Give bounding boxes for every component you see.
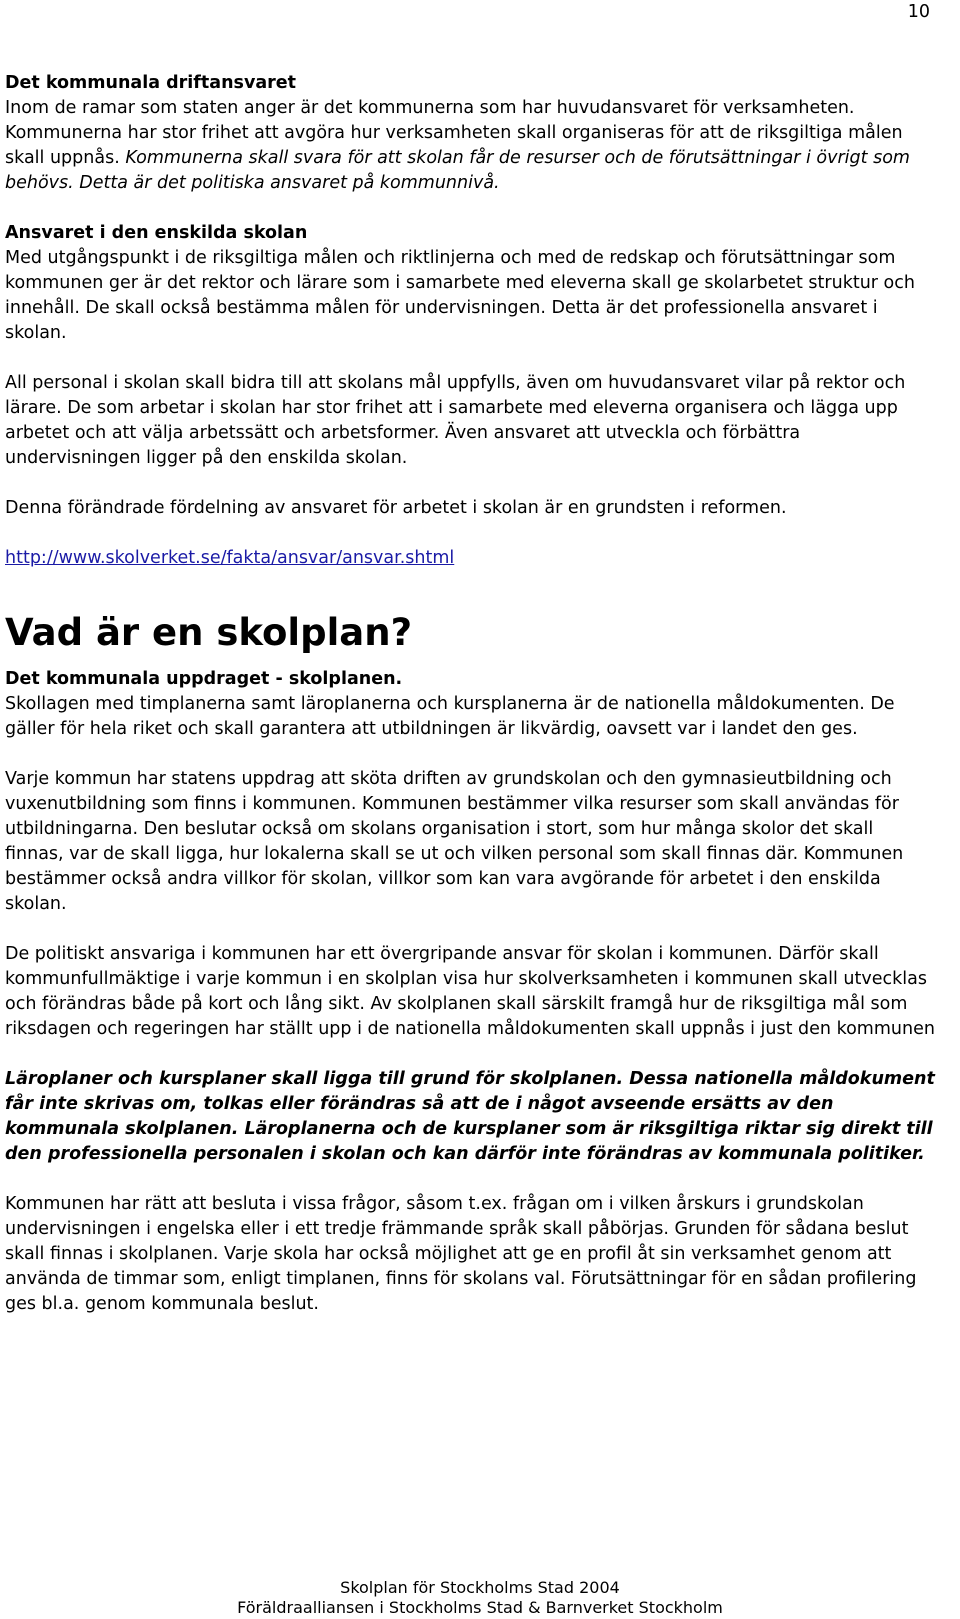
footer-line-2: Föräldraalliansen i Stockholms Stad & Barnverket Stockholm: [237, 1598, 723, 1617]
page-number: 10: [907, 2, 930, 22]
document-body: [5, 71, 935, 1317]
page-footer: [0, 1578, 960, 1618]
paragraph-uppdraget-3: De politiskt ansvariga i kommunen har ett övergripande ansvar för skolan i kommunen. Därför skall kommunfullmäktige i varje kommun i en skolplan visa hur skolverksamheten i kommunen skall utvecklas och förändras både på kort och lång sikt. Av skolplanen skall särskilt framgå hur de riksgiltiga mål som riksdagen och regeringen har ställt upp i de nationella måldokumenten skall uppnås i just den kommunen: [5, 944, 935, 1039]
section-heading-uppdraget: Det kommunala uppdraget - skolplanen.: [5, 669, 403, 689]
skolverket-link[interactable]: http://www.skolverket.se/fakta/ansvar/ansvar.shtml: [5, 548, 455, 568]
paragraph-enskilda-skolan-1: Med utgångspunkt i de riksgiltiga målen och riktlinjerna och med de redskap och förutsättningar som kommunen ger är det rektor och lärare som i samarbete med eleverna skall ge skolarbetet struktur och innehåll. De skall också bestämma målen för undervisningen. Detta är det professionella ansvaret i skolan.: [5, 248, 915, 343]
paragraph-driftansvar-italic: Kommunerna skall svara för att skolan får de resurser och de förutsättningar i övrigt som behövs. Detta är det politiska ansvaret på kommunnivå.: [5, 148, 910, 193]
section-heading-driftansvar: Det kommunala driftansvaret: [5, 73, 297, 93]
paragraph-enskilda-skolan-2: All personal i skolan skall bidra till att skolans mål uppfylls, även om huvudansvaret vilar på rektor och lärare. De som arbetar i skolan har stor frihet att i samarbete med eleverna organisera och lägga upp arbetet och att välja arbetssätt och arbetsformer. Även ansvaret att utveckla och förbättra undervisningen ligger på den enskilda skolan.: [5, 373, 906, 468]
paragraph-uppdraget-1: Skollagen med timplanerna samt läroplanerna och kursplanerna är de nationella måldokumenten. De gäller för hela riket och skall garantera att utbildningen är likvärdig, oavsett var i landet den ges.: [5, 694, 895, 739]
section-heading-enskilda-skolan: Ansvaret i den enskilda skolan: [5, 223, 308, 243]
paragraph-uppdraget-4: Läroplaner och kursplaner skall ligga till grund för skolplanen. Dessa nationella måldokument får inte skrivas om, tolkas eller förändras så att de i något avseende ersätts av den kommunala skolplanen. Läroplanerna och de kursplaner som är riksgiltiga riktar sig direkt till den professionella personalen i skolan och kan därför inte förändras av kommunala politiker.: [5, 1069, 935, 1164]
paragraph-driftansvar-normal: Inom de ramar som staten anger är det kommunerna som har huvudansvaret för verksamheten. Kommunerna har stor frihet att avgöra hur verksamheten skall organiseras för att de riksgiltiga målen skall uppnås.: [5, 98, 903, 168]
paragraph-uppdraget-5: Kommunen har rätt att besluta i vissa frågor, såsom t.ex. frågan om i vilken årskurs i grundskolan undervisningen i engelska eller i ett tredje främmande språk skall påbörjas. Grunden för sådana beslut skall finnas i skolplanen. Varje skola har också möjlighet att ge en profil åt sin verksamhet genom att använda de timmar som, enligt timplanen, finns för skolans val. Förutsättningar för en sådan profilering ges bl.a. genom kommunala beslut.: [5, 1194, 917, 1314]
page-title: Vad är en skolplan?: [5, 611, 413, 654]
paragraph-enskilda-skolan-3: Denna förändrade fördelning av ansvaret för arbetet i skolan är en grundsten i reformen.: [5, 498, 787, 518]
paragraph-driftansvar: [5, 96, 935, 196]
paragraph-uppdraget-2: Varje kommun har statens uppdrag att sköta driften av grundskolan och den gymnasieutbildning och vuxenutbildning som finns i kommunen. Kommunen bestämmer vilka resurser som skall användas för utbildningarna. Den beslutar också om skolans organisation i stort, som hur många skolor det skall finnas, var de skall ligga, hur lokalerna skall se ut och vilken personal som skall finnas där. Kommunen bestämmer också andra villkor för skolan, villkor som kan vara avgörande för arbetet i den enskilda skolan.: [5, 769, 904, 914]
footer-line-1: Skolplan för Stockholms Stad 2004: [340, 1578, 620, 1597]
